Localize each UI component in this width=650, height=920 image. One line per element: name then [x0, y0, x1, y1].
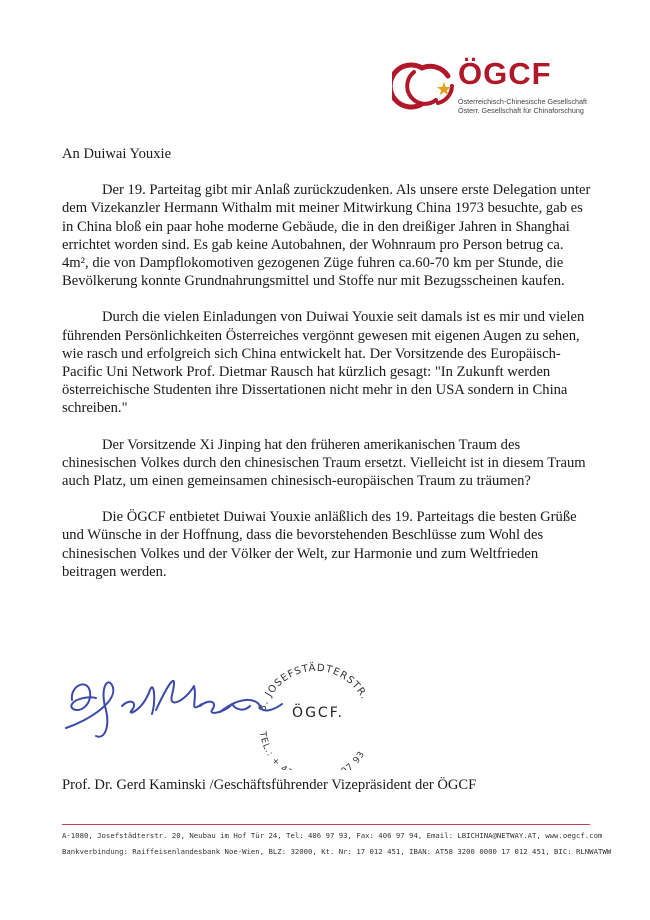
- paragraph-4: Die ÖGCF entbietet Duiwai Youxie anläßlich des 19. Parteitags die besten Grüße und Wünsche in der Hoffnung, dass die bevorstehenden Beschlüsse zum Wohl des chinesischen Volkes und der Völker der Welt, zur Harmonie und zum Weltfrieden beitragen werden.: [62, 509, 577, 580]
- handwritten-signature: [66, 681, 282, 737]
- stamp-arc-top: 8. JOSEFSTÄDTERSTR.: [257, 662, 370, 713]
- ogcf-logo: [392, 56, 602, 118]
- brand-name: ÖGCF: [458, 56, 552, 91]
- signer-line: Prof. Dr. Gerd Kaminski /Geschäftsführender Vizepräsident der ÖGCF: [62, 777, 477, 793]
- footer-divider: [62, 824, 590, 825]
- footer-bank: Bankverbindung: Raiffeisenlandesbank Noe-Wien, BLZ: 32000, Kt. Nr: 17 012 451, IBAN: AT58 3200 0000 17 012 451, BIC: RLNWATWW: [62, 847, 612, 856]
- svg-text:8. JOSEFSTÄDTERSTR. 2024: [60, 640, 372, 713]
- salutation: An Duiwai Youxie: [62, 146, 172, 162]
- footer-address: A-1080, Josefstädterstr. 20, Neubau im Hof Tür 24, Tel: 406 97 93, Fax: 406 97 94, Email: LBICHINA@NETWAY.AT, www.oegcf.com: [62, 831, 603, 840]
- stamp-center: ÖGCF.: [292, 705, 344, 721]
- signature-and-stamp: [60, 640, 420, 770]
- paragraph-3: Der Vorsitzende Xi Jinping hat den früheren amerikanischen Traum des chinesischen Volkes durch den chinesischen Traum ersetzt. Vielleicht ist in diesem Traum auch Platz, um einen gemeinsamen chinesisch-europäischen Traum zu träumen?: [62, 436, 586, 490]
- brand-subtitle-2: Österr. Gesellschaft für Chinaforschung: [458, 106, 584, 115]
- paragraph-2: Durch die vielen Einladungen von Duiwai Youxie seit damals ist es mir und vielen führenden Persönlichkeiten Österreiches vergönnt gewesen mit eigenen Augen zu sehen, wie rasch und erfolgreich sich China entwickelt hat. Der Vorsitzende des Europäisch-Pacific Uni Network Prof. Dietmar Rausch hat kürzlich gesagt: "In Zukunft werden österreichische Studenten ihre Dissertationen nicht mehr in den USA sondern in China schreiben.": [62, 309, 585, 417]
- stamp-arc-bottom: TEL.: + 4 7 93: [256, 730, 368, 770]
- interlocked-rings-icon: [392, 56, 460, 112]
- svg-text:TEL.: + 43 / 1 / 406 97 93: [257, 730, 368, 770]
- brand-subtitle-1: Österreichisch-Chinesische Gesellschaft: [458, 97, 588, 106]
- paragraph-1: Der 19. Parteitag gibt mir Anlaß zurückzudenken. Als unsere erste Delegation unter dem Vizekanzler Hermann Withalm mit meiner Mitwirkung China 1973 besuchte, gab es in China bloß ein paar hohe moderne Gebäude, die in den dreißiger Jahren in Shanghai errichtet worden sind. Es gab keine Autobahnen, der Wohnraum pro Person betrug ca. 4m², die von Dampflokomotiven gezogenen Züge fuhren ca.60-70 km per Stunde, die Bevölkerung konnte Grundnahrungsmittel und Stoffe nur mit Bezugsscheinen kaufen.: [62, 182, 591, 290]
- letter-body: [62, 145, 592, 599]
